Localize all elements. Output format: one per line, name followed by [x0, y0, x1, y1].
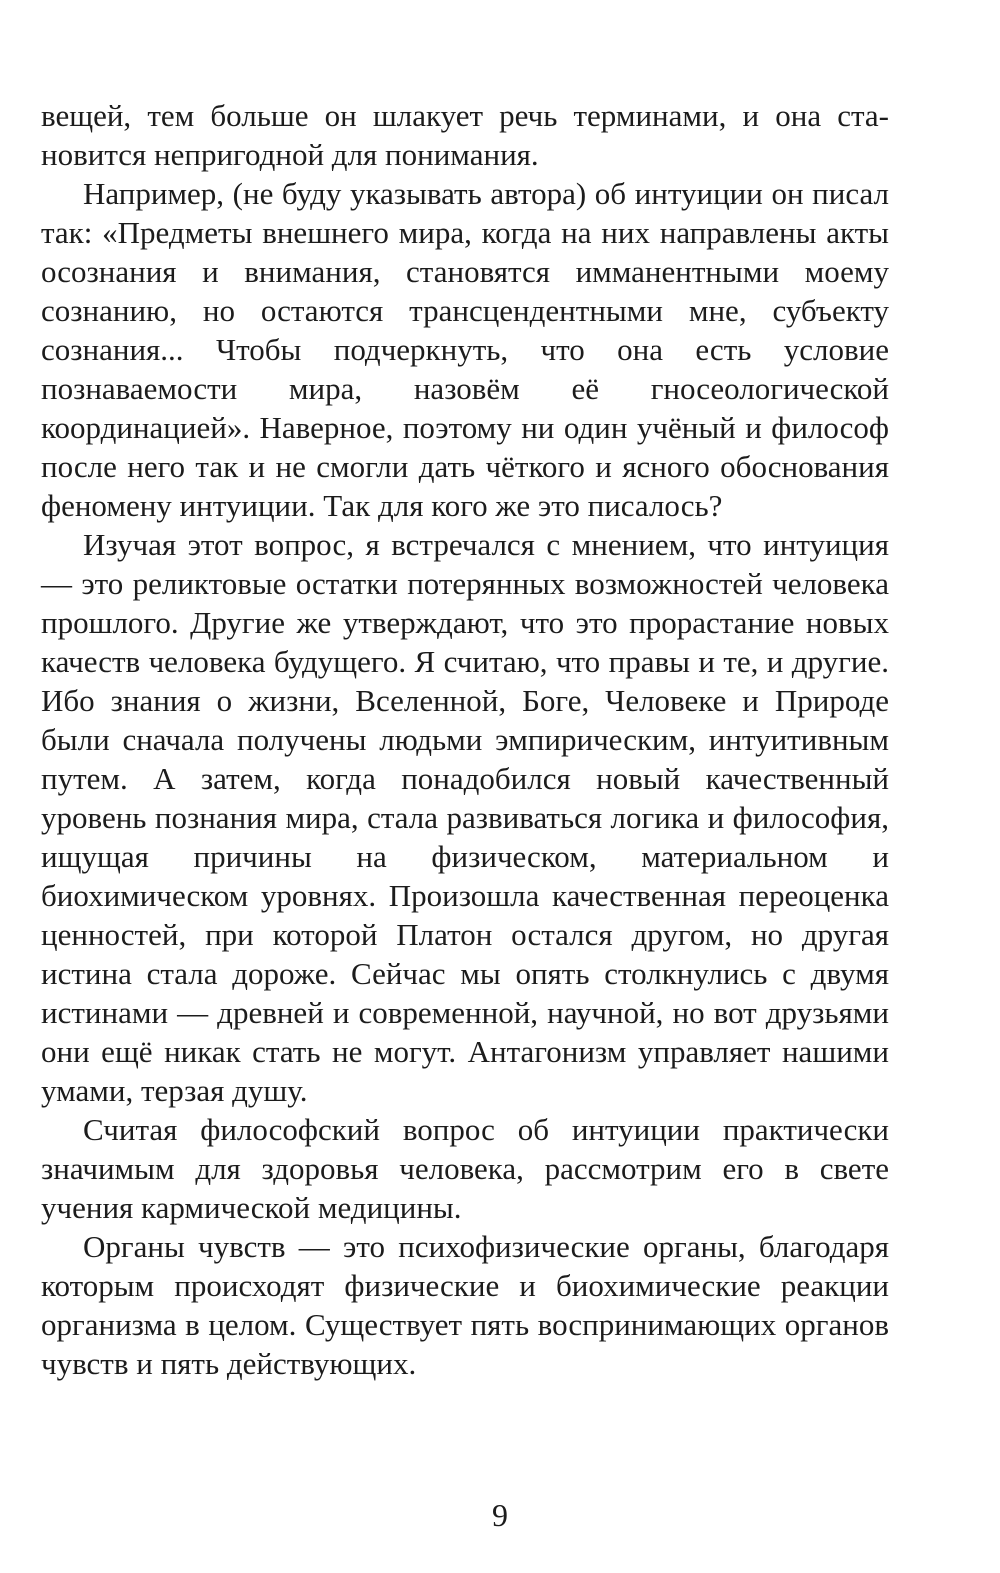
- paragraph-continuation: вещей, тем больше он шлакует речь терминами, и она становится непригодной для понимания.: [41, 98, 889, 172]
- page-number: 9: [492, 1497, 508, 1533]
- body-text: [41, 96, 889, 1383]
- paragraph-relict-abilities: Изучая этот вопрос, я встречался с мнением, что интуиция — это реликтовые остатки потерянных возможностей человека прошлого. Другие же утверждают, что это прорастание новых качеств человека будущего. Я считаю, что правы и те, и другие. Ибо знания о жизни, Вселенной, Боге, Человеке и Природе были сначала получены людьми эмпирическим, интуитивным путем. А затем, когда понадобился новый качественный уровень познания мира, стала развиваться логика и философия, ищущая причины на физическом, материальном и биохимическом уровнях. Произошла качественная переоценка ценностей, при которой Платон остался другом, но другая истина стала дороже. Сейчас мы опять столкнулись с двумя истинами — древней и современной, научной, но вот друзьями они ещё никак стать не могут. Антагонизм управляет нашими умами, терзая душу.: [41, 527, 889, 1108]
- paragraph-karmic-medicine: Считая философский вопрос об интуиции практически значимым для здоровья человека, рассмотрим его в свете учения кармической медицины.: [41, 1112, 889, 1225]
- paragraph-intuition-quote: Например, (не буду указывать автора) об интуиции он писал так: «Предметы внешнего мира, когда на них направлены акты осознания и внимания, становятся имманентными моему сознанию, но остаются трансцендентными мне, субъекту сознания... Чтобы подчеркнуть, что она есть условие познаваемости мира, назовём её гносеологической координацией». Наверное, поэтому ни один учёный и философ после него так и не смогли дать чёткого и ясного обоснования феномену интуиции. Так для кого же это писалось?: [41, 176, 889, 523]
- paragraph-sense-organs: Органы чувств — это психофизические органы, благодаря которым происходят физические и биохимические реакции организма в целом. Существует пять воспринимающих органов чувств и пять действующих.: [41, 1229, 889, 1381]
